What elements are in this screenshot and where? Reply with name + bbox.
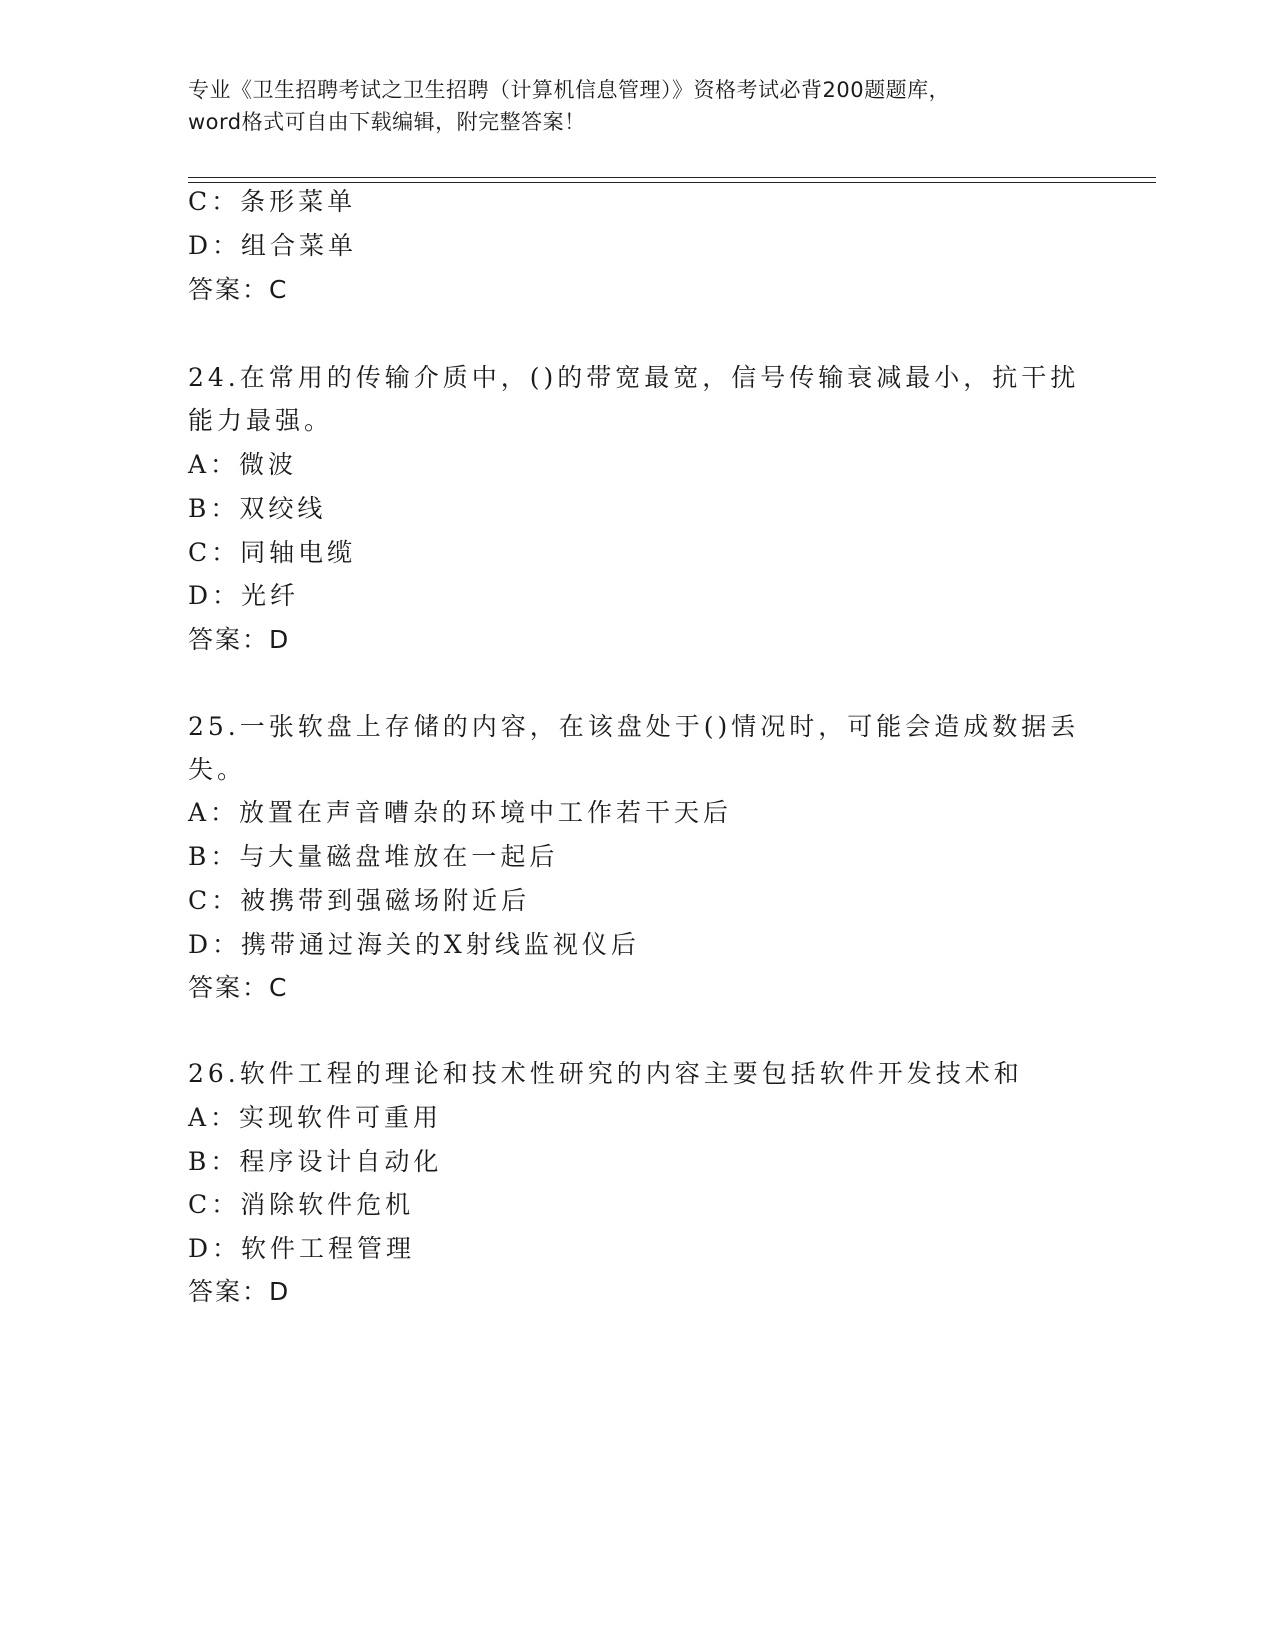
document-header <box>188 74 1088 138</box>
q24-option-b: B：双绞线 <box>188 494 327 523</box>
q24-stem-line-1: 24.在常用的传输介质中，()的带宽最宽，信号传输衰减最小，抗干扰 <box>188 363 1080 392</box>
header-line-2: word格式可自由下载编辑，附完整答案！ <box>188 110 586 134</box>
q26-option-a: A：实现软件可重用 <box>188 1103 443 1132</box>
q25-option-a: A：放置在声音嘈杂的环境中工作若干天后 <box>188 798 733 827</box>
prev-option-d: D：组合菜单 <box>188 231 358 260</box>
q24-stem-line-2: 能力最强。 <box>188 406 334 435</box>
q26-answer: 答案：D <box>188 1277 291 1306</box>
q24-option-a: A：微波 <box>188 450 298 479</box>
q24-option-c: C：同轴电缆 <box>188 538 357 567</box>
header-line-1: 专业《卫生招聘考试之卫生招聘（计算机信息管理）》资格考试必背200题题库， <box>188 78 951 102</box>
header-divider-top <box>188 177 1156 178</box>
prev-option-c: C：条形菜单 <box>188 187 357 216</box>
q26-option-d: D：软件工程管理 <box>188 1234 416 1263</box>
prev-answer: 答案：C <box>188 275 289 304</box>
q25-option-d: D：携带通过海关的X射线监视仪后 <box>188 930 640 959</box>
q24-answer: 答案：D <box>188 625 291 654</box>
q25-stem-line-1: 25.一张软盘上存储的内容，在该盘处于()情况时，可能会造成数据丢 <box>188 712 1080 741</box>
header-divider-bottom <box>188 182 1156 183</box>
q26-option-b: B：程序设计自动化 <box>188 1147 443 1176</box>
q24-option-d: D：光纤 <box>188 581 300 610</box>
q26-stem-line-1: 26.软件工程的理论和技术性研究的内容主要包括软件开发技术和 <box>188 1059 1023 1088</box>
q25-option-b: B：与大量磁盘堆放在一起后 <box>188 842 559 871</box>
q26-option-c: C：消除软件危机 <box>188 1190 415 1219</box>
q25-answer: 答案：C <box>188 973 289 1002</box>
q25-stem-line-2: 失。 <box>188 755 247 784</box>
q25-option-c: C：被携带到强磁场附近后 <box>188 886 531 915</box>
